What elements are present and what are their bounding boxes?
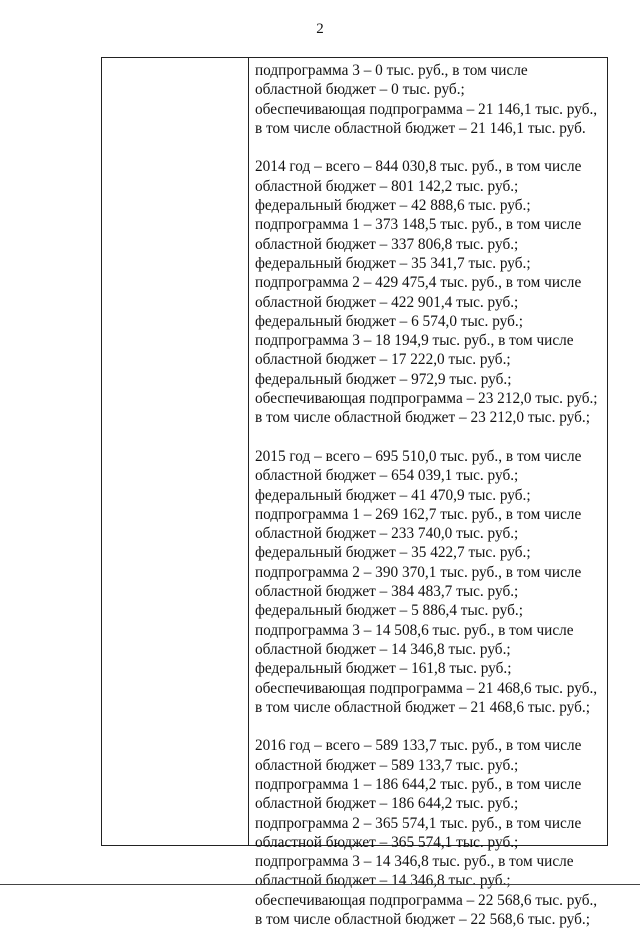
text-line: в том числе областной бюджет – 23 212,0 тыс. руб.; — [255, 409, 590, 427]
text-line: областной бюджет – 14 346,8 тыс. руб.; — [255, 872, 511, 890]
text-line: федеральный бюджет – 161,8 тыс. руб.; — [255, 660, 512, 678]
text-line: в том числе областной бюджет – 22 568,6 тыс. руб.; — [255, 911, 590, 929]
column-divider — [248, 58, 249, 845]
text-line: 2014 год – всего – 844 030,8 тыс. руб., в том числе — [255, 158, 582, 176]
text-line: областной бюджет – 654 039,1 тыс. руб.; — [255, 467, 519, 485]
page-number: 2 — [316, 21, 324, 37]
text-line: обеспечивающая подпрограмма – 22 568,6 тыс. руб., — [255, 891, 598, 909]
text-line: в том числе областной бюджет – 21 468,6 тыс. руб.; — [255, 698, 590, 716]
text-line: областной бюджет – 801 142,2 тыс. руб.; — [255, 177, 519, 195]
text-line: 2016 год – всего – 589 133,7 тыс. руб., в том числе — [255, 737, 582, 755]
text-line: подпрограмма 2 – 390 370,1 тыс. руб., в том числе — [255, 563, 582, 581]
text-line: в том числе областной бюджет – 21 146,1 тыс. руб. — [255, 119, 586, 137]
text-line: федеральный бюджет – 6 574,0 тыс. руб.; — [255, 312, 523, 330]
text-line: федеральный бюджет – 35 422,7 тыс. руб.; — [255, 544, 531, 562]
text-line: подпрограмма 3 – 14 346,8 тыс. руб., в том числе — [255, 853, 574, 871]
funding-paragraph — [255, 157, 605, 427]
text-line: областной бюджет – 233 740,0 тыс. руб.; — [255, 525, 519, 543]
text-line: федеральный бюджет – 972,9 тыс. руб.; — [255, 370, 512, 388]
text-line: областной бюджет – 14 346,8 тыс. руб.; — [255, 640, 511, 658]
funding-paragraph — [255, 447, 605, 717]
text-line: подпрограмма 1 – 373 148,5 тыс. руб., в том числе — [255, 216, 582, 234]
text-line: областной бюджет – 337 806,8 тыс. руб.; — [255, 235, 519, 253]
text-line: областной бюджет – 0 тыс. руб.; — [255, 81, 465, 99]
table-right-cell — [255, 61, 605, 929]
text-line: подпрограмма 3 – 18 194,9 тыс. руб., в том числе — [255, 332, 574, 350]
page-bottom-rule — [0, 884, 640, 885]
text-line: федеральный бюджет – 5 886,4 тыс. руб.; — [255, 602, 523, 620]
text-line: областной бюджет – 589 133,7 тыс. руб.; — [255, 756, 519, 774]
text-line: областной бюджет – 384 483,7 тыс. руб.; — [255, 583, 519, 601]
text-line: подпрограмма 1 – 269 162,7 тыс. руб., в том числе — [255, 505, 582, 523]
text-line: подпрограмма 2 – 429 475,4 тыс. руб., в том числе — [255, 274, 582, 292]
text-line: федеральный бюджет – 35 341,7 тыс. руб.; — [255, 254, 531, 272]
funding-paragraph — [255, 61, 605, 138]
funding-paragraph — [255, 736, 605, 929]
text-line: федеральный бюджет – 42 888,6 тыс. руб.; — [255, 197, 531, 215]
text-line: обеспечивающая подпрограмма – 21 146,1 тыс. руб., — [255, 100, 598, 118]
text-line: областной бюджет – 365 574,1 тыс. руб.; — [255, 833, 519, 851]
text-line: подпрограмма 3 – 14 508,6 тыс. руб., в том числе — [255, 621, 574, 639]
funding-table — [101, 57, 608, 929]
text-line: обеспечивающая подпрограмма – 21 468,6 тыс. руб., — [255, 679, 598, 697]
text-line: обеспечивающая подпрограмма – 23 212,0 тыс. руб.; — [255, 390, 598, 408]
text-line: 2015 год – всего – 695 510,0 тыс. руб., в том числе — [255, 447, 582, 465]
table-left-cell — [102, 58, 248, 845]
text-line: областной бюджет – 186 644,2 тыс. руб.; — [255, 795, 519, 813]
text-line: подпрограмма 3 – 0 тыс. руб., в том числе — [255, 62, 528, 79]
text-line: подпрограмма 1 – 186 644,2 тыс. руб., в том числе — [255, 775, 582, 793]
text-line: областной бюджет – 17 222,0 тыс. руб.; — [255, 351, 511, 369]
text-line: федеральный бюджет – 41 470,9 тыс. руб.; — [255, 486, 531, 504]
text-line: подпрограмма 2 – 365 574,1 тыс. руб., в том числе — [255, 814, 582, 832]
text-line: областной бюджет – 422 901,4 тыс. руб.; — [255, 293, 519, 311]
